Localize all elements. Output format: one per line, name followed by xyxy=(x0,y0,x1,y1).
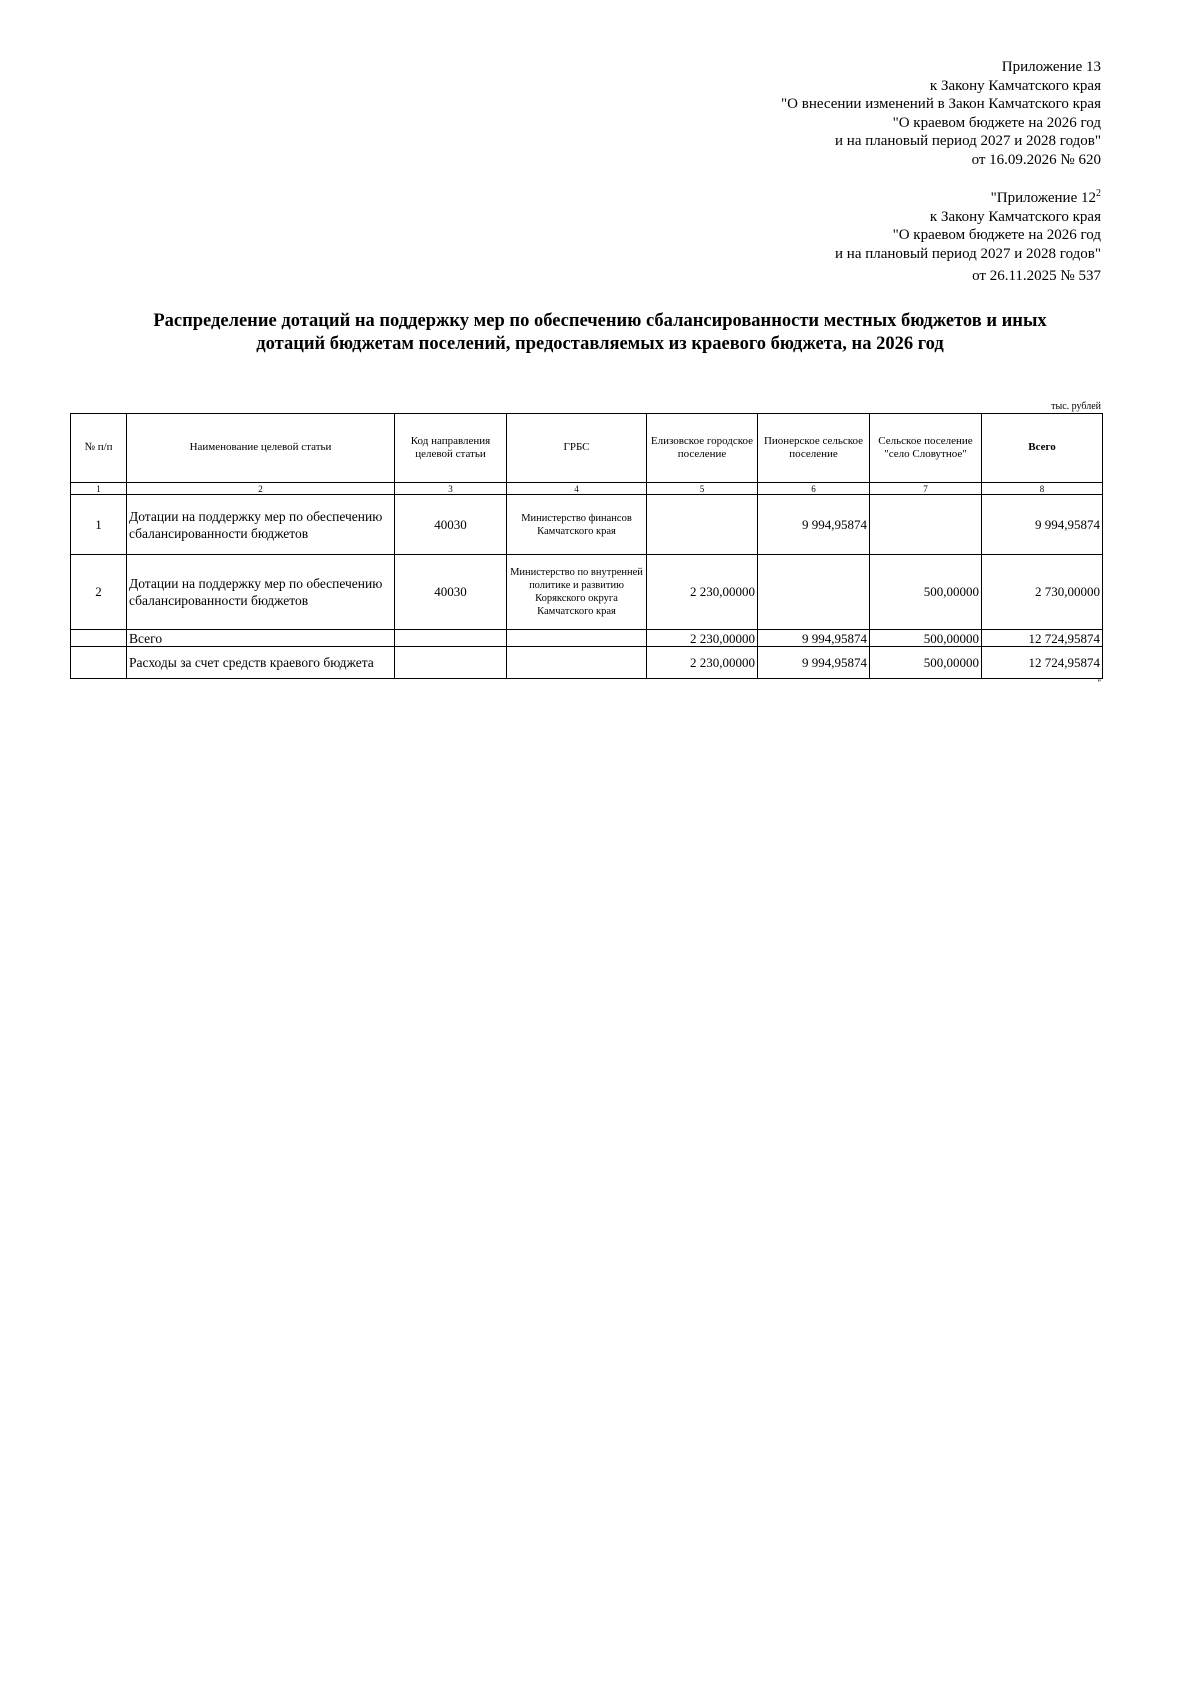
original-header xyxy=(835,189,1101,286)
column-number-row xyxy=(71,483,1103,495)
empty-cell xyxy=(395,630,507,647)
expense-slavutnoe: 500,00000 xyxy=(870,647,982,679)
total-sum: 12 724,95874 xyxy=(982,630,1103,647)
superscript: 2 xyxy=(1096,188,1101,199)
row-name: Дотации на поддержку мер по обеспечению сбалансированности бюджетов xyxy=(127,495,395,555)
units-label: тыс. рублей xyxy=(1051,401,1101,412)
row-number: 1 xyxy=(71,495,127,555)
row-total: 2 730,00000 xyxy=(982,555,1103,630)
row-number: 2 xyxy=(71,555,127,630)
col-header-elizovo: Елизовское городское поселение xyxy=(647,414,758,483)
amendment-header-line: к Закону Камчатского края xyxy=(929,77,1101,94)
column-number: 4 xyxy=(507,483,647,495)
table-header-row xyxy=(71,414,1103,483)
column-number: 5 xyxy=(647,483,758,495)
expense-elizovo: 2 230,00000 xyxy=(647,647,758,679)
column-number: 6 xyxy=(758,483,870,495)
row-code: 40030 xyxy=(395,495,507,555)
total-label: Всего xyxy=(127,630,395,647)
row-pioner: 9 994,95874 xyxy=(758,495,870,555)
row-grbs: Министерство финансов Камчатского края xyxy=(507,495,647,555)
expense-label: Расходы за счет средств краевого бюджета xyxy=(127,647,395,679)
original-header-prefix: "Приложение 12 xyxy=(990,190,1096,206)
amendment-header-line: Приложение 13 xyxy=(1001,59,1101,75)
expense-sum: 12 724,95874 xyxy=(982,647,1103,679)
total-row xyxy=(71,630,1103,647)
row-total: 9 994,95874 xyxy=(982,495,1103,555)
empty-cell xyxy=(71,647,127,679)
column-number: 2 xyxy=(127,483,395,495)
row-elizovo xyxy=(647,495,758,555)
row-slavutnoe xyxy=(870,495,982,555)
row-slavutnoe: 500,00000 xyxy=(870,555,982,630)
row-code: 40030 xyxy=(395,555,507,630)
col-header-number: № п/п xyxy=(71,414,127,483)
empty-cell xyxy=(507,630,647,647)
original-header-date: от 26.11.2025 № 537 xyxy=(972,268,1101,284)
table-row xyxy=(71,495,1103,555)
empty-cell xyxy=(507,647,647,679)
col-header-slavutnoe: Сельское поселение "село Словутное" xyxy=(870,414,982,483)
row-elizovo: 2 230,00000 xyxy=(647,555,758,630)
original-header-line xyxy=(835,189,1101,208)
total-slavutnoe: 500,00000 xyxy=(870,630,982,647)
subsidy-table xyxy=(70,413,1103,679)
column-number: 7 xyxy=(870,483,982,495)
amendment-header-line: "О краевом бюджете на 2026 год xyxy=(892,114,1101,131)
col-header-name: Наименование целевой статьи xyxy=(127,414,395,483)
original-header-line: "О краевом бюджете на 2026 год xyxy=(892,227,1101,243)
total-elizovo: 2 230,00000 xyxy=(647,630,758,647)
table-row xyxy=(71,555,1103,630)
row-grbs: Министерство по внутренней политике и развитию Корякского округа Камчатского края xyxy=(507,555,647,630)
amendment-header-line: и на плановый период 2027 и 2028 годов" xyxy=(835,133,1101,149)
empty-cell xyxy=(395,647,507,679)
document-title xyxy=(60,310,1140,356)
amendment-header-line: "О внесении изменений в Закон Камчатского края xyxy=(781,96,1101,112)
total-pioner: 9 994,95874 xyxy=(758,630,870,647)
column-number: 1 xyxy=(71,483,127,495)
amendment-header xyxy=(781,58,1101,169)
col-header-code: Код направления целевой статьи xyxy=(395,414,507,483)
col-header-grbs: ГРБС xyxy=(507,414,647,483)
original-header-line: и на плановый период 2027 и 2028 годов" xyxy=(835,245,1101,262)
row-name: Дотации на поддержку мер по обеспечению сбалансированности бюджетов xyxy=(127,555,395,630)
original-header-line: к Закону Камчатского края xyxy=(929,208,1101,225)
col-header-pioner: Пионерское сельское поселение xyxy=(758,414,870,483)
amendment-header-line: от 16.09.2026 № 620 xyxy=(971,151,1101,168)
column-number: 8 xyxy=(982,483,1103,495)
expense-pioner: 9 994,95874 xyxy=(758,647,870,679)
title-line: дотаций бюджетам поселений, предоставляемых из краевого бюджета, на 2026 год xyxy=(256,334,944,354)
closing-quote: " xyxy=(1097,678,1101,688)
row-pioner xyxy=(758,555,870,630)
empty-cell xyxy=(71,630,127,647)
title-line: Распределение дотаций на поддержку мер по обеспечению сбалансированности местных бюджетов и иных xyxy=(153,311,1047,331)
column-number: 3 xyxy=(395,483,507,495)
col-header-total: Всего xyxy=(982,414,1103,483)
expense-row xyxy=(71,647,1103,679)
